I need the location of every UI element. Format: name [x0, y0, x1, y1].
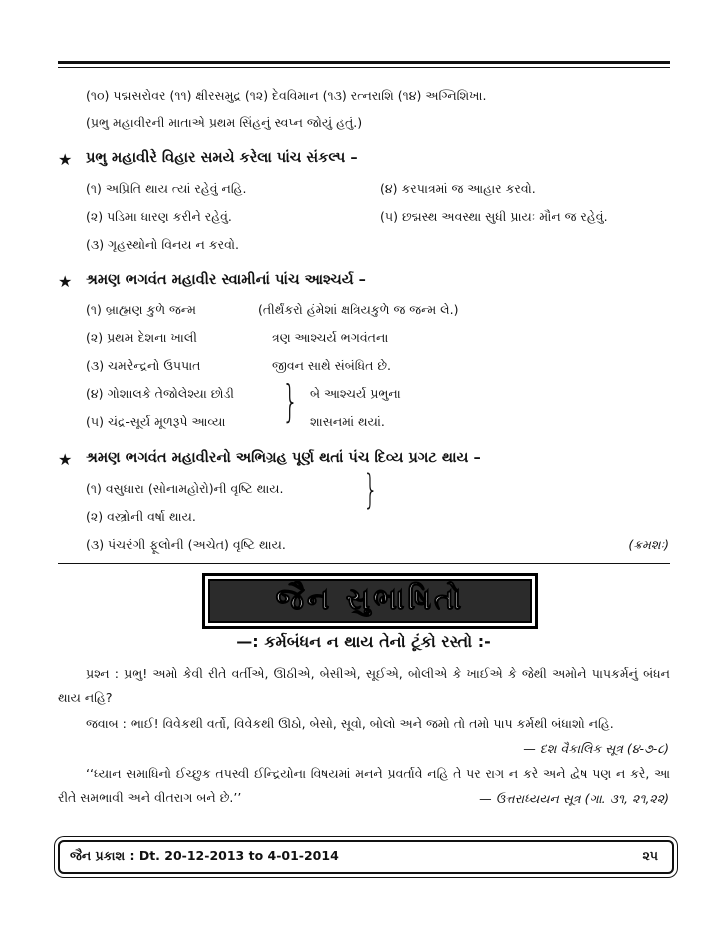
list-item: (૩) પંચરંગી ફૂલોની (અચેત) વૃષ્ટિ થાય. [86, 537, 286, 552]
list-item: (૧) બ્રાહ્મણ કુળે જન્મ [86, 302, 196, 317]
quote-citation: — ઉત્તરાધ્યયન સૂત્ર (ગા. ૩૧, ૨૧,૨૨) [479, 791, 669, 806]
star-icon: ★ [58, 450, 73, 469]
star-icon: ★ [58, 272, 73, 291]
list-item: (૨) વસ્ત્રોની વર્ષા થાય. [86, 509, 196, 524]
top-rule-thin [58, 67, 670, 68]
continued-label: (ક્રમશઃ) [628, 537, 669, 552]
banner-title: જૈન સુભાષિતો [275, 582, 465, 617]
list-item: (૫) છદ્મસ્થ અવસ્થા સુધી પ્રાયઃ મૌન જ રહેવું. [380, 209, 608, 224]
question-text: પ્રશ્ન : પ્રભુ! અમો કેવી રીતે વર્તીએ, ઊઠીએ, બેસીએ, સૂઈએ, બોલીએ કે ખાઈએ કે જેથી અમોને પાપકર્મનું બંધન થાય નહિ? [58, 666, 670, 705]
list-item-note: શાસનમાં થયાં. [310, 414, 385, 429]
quote-text: ‘‘ધ્યાન સમાધિનો ઈચ્છુક તપસ્વી ઈન્દ્રિયોના વિષયમાં મનને પ્રવર્તાવે નહિ તે પર રાગ ન કરે અને દ્વેષ પણ ન કરે, આ રીતે સમભાવી અને વીતરાગ બને છે.’’ [58, 766, 670, 805]
list-line: (૧૦) પદ્મસરોવર (૧૧) ક્ષીરસમુદ્ર (૧૨) દેવવિમાન (૧૩) રત્નરાશિ (૧૪) અગ્નિશિખા. [86, 88, 487, 103]
section-heading: પ્રભુ મહાવીરે વિહાર સમયે કરેલા પાંચ સંકલ્પ – [86, 150, 358, 166]
page-number: ૨૫ [642, 848, 658, 863]
section-heading: શ્રમણ ભગવંત મહાવીરનો અભિગ્રહ પૂર્ણ થતાં પંચ દિવ્ય પ્રગટ થાય – [86, 450, 481, 466]
list-item-note: ત્રણ આશ્ચર્ય ભગવંતના [272, 330, 389, 345]
answer-paragraph [58, 712, 670, 736]
list-item-note: (તીર્થંકરો હંમેશાં ક્ષત્રિયકુળે જ જન્મ લે.) [258, 302, 459, 317]
section-divider [58, 563, 670, 564]
list-item-note: બે આશ્ચર્ય પ્રભુના [310, 386, 401, 401]
list-item: (૧) વસુધારા (સોનામહોરો)ની વૃષ્ટિ થાય. [86, 481, 284, 496]
star-icon: ★ [58, 150, 73, 169]
list-item: (૨) પડિમા ધારણ કરીને રહેવું. [86, 209, 232, 224]
list-item: (૩) ચમરેન્દ્રનો ઉપપાત [86, 358, 201, 373]
list-item: (૪) ગોશાલકે તેજોલેશ્યા છોડી [86, 386, 234, 401]
right-brace-icon: } [363, 467, 379, 513]
question-paragraph [58, 662, 670, 710]
list-item-note: જીવન સાથે સંબંધિત છે. [272, 358, 392, 373]
answer-citation: — દશ વૈકાલિક સૂત્ર (૪-૭-૮) [523, 741, 669, 756]
list-item: (૫) ચંદ્ર-સૂર્ય મૂળરૂપે આવ્યા [86, 414, 226, 429]
list-item: (૧) અપ્રિતિ થાય ત્યાં રહેવું નહિ. [86, 181, 247, 196]
list-item: (૪) કરપાત્રમાં જ આહાર કરવો. [380, 181, 536, 196]
top-rule-thick [58, 61, 670, 64]
section-heading: શ્રમણ ભગવંત મહાવીર સ્વામીનાં પાંચ આશ્ચર્ય – [86, 272, 366, 288]
page-footer [58, 840, 674, 874]
list-item: (૨) પ્રથમ દેશના ખાલી [86, 330, 197, 345]
footer-publication: જૈન પ્રકાશ : Dt. 20-12-2013 to 4-01-2014 [70, 848, 339, 863]
list-item: (૩) ગૃહસ્થોનો વિનય ન કરવો. [86, 237, 239, 252]
note-line: (પ્રભુ મહાવીરની માતાએ પ્રથમ સિંહનું સ્વપ્ન જોયું હતું.) [86, 115, 363, 130]
answer-text: જવાબ : ભાઈ! વિવેકથી વર્તો, વિવેકથી ઊઠો, બેસો, સૂવો, બોલો અને જમો તો તમો પાપ કર્મથી બંધાશો નહિ. [86, 716, 614, 731]
title-banner [202, 573, 538, 629]
right-brace-icon: } [282, 376, 299, 427]
article-subheading: —: કર્મબંધન ન થાય તેનો ટૂંકો રસ્તો :- [236, 632, 491, 651]
